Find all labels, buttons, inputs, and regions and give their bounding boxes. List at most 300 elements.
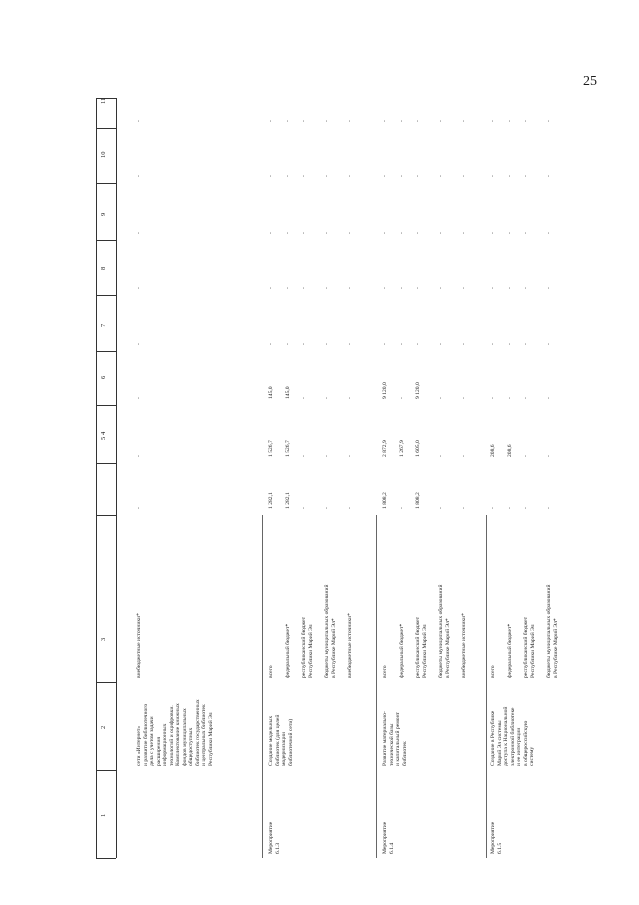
cell-value bbox=[438, 507, 445, 509]
cell-value-line: 208,6 bbox=[490, 444, 496, 457]
funding-source bbox=[415, 617, 428, 678]
cell-value-line: - bbox=[546, 455, 552, 457]
cell-value bbox=[382, 232, 389, 234]
measure-description-line: технической базы bbox=[388, 723, 395, 766]
funding-source-line: республиканский бюджет bbox=[415, 616, 421, 678]
measure-label bbox=[490, 822, 503, 854]
cell-value-line: - bbox=[301, 455, 307, 457]
cell-value bbox=[438, 287, 445, 289]
cell-value bbox=[285, 287, 292, 289]
measure-description bbox=[490, 707, 536, 766]
funding-source-line: в Республике Марий Эл* bbox=[552, 618, 559, 678]
cell-value bbox=[382, 175, 389, 177]
cell-value-line: - bbox=[136, 120, 142, 122]
column-header: 8 bbox=[100, 266, 107, 270]
cell-value-line: - bbox=[490, 343, 496, 345]
measure-description-line: библиотек (для целей bbox=[274, 714, 281, 766]
cell-value bbox=[347, 343, 354, 345]
cell-value-line: - bbox=[461, 232, 467, 234]
column-header: 10 bbox=[100, 151, 107, 158]
funding-source-line: Республики Марий Эл bbox=[307, 624, 314, 678]
funding-source-line: в Республике Марий Эл* bbox=[330, 618, 337, 678]
funding-source bbox=[507, 624, 514, 678]
funding-source-line: федеральный бюджет* bbox=[398, 623, 405, 678]
cell-value-line: 1 267,9 bbox=[398, 440, 405, 457]
cell-value-line: - bbox=[546, 397, 552, 399]
cell-value-line: - bbox=[284, 232, 291, 234]
measure-description-line: Республики Марий Эл bbox=[207, 712, 214, 766]
row-rule bbox=[96, 295, 116, 296]
funding-source bbox=[399, 624, 406, 678]
cell-value bbox=[415, 175, 422, 177]
cell-value-line: - bbox=[382, 232, 388, 234]
measure-description-line: в общероссийскую bbox=[522, 720, 529, 766]
cell-value-line: - bbox=[546, 232, 552, 234]
measure-description-line: технологий и оцифровки. bbox=[168, 705, 175, 766]
cell-value-line: - bbox=[506, 343, 513, 345]
cell-value-line: - bbox=[324, 175, 330, 177]
funding-source-line: внебюджетные источники* bbox=[461, 613, 467, 678]
cell-value bbox=[301, 397, 308, 399]
cell-value-line: - bbox=[347, 232, 353, 234]
cell-value bbox=[285, 492, 292, 509]
cell-value bbox=[461, 455, 468, 457]
cell-value-line: - bbox=[415, 120, 421, 122]
cell-value-line: - bbox=[506, 232, 513, 234]
measure-label-line: Мероприятие bbox=[382, 821, 388, 854]
cell-value bbox=[546, 287, 553, 289]
cell-value-line: - bbox=[398, 287, 405, 289]
cell-value bbox=[507, 507, 514, 509]
row-rule bbox=[96, 183, 116, 184]
cell-value-line: 1 808,2 bbox=[382, 492, 388, 509]
cell-value bbox=[523, 455, 530, 457]
cell-value-line: - bbox=[347, 120, 353, 122]
column-header: 3 bbox=[100, 637, 107, 641]
cell-value-line: - bbox=[490, 232, 496, 234]
cell-value-line: - bbox=[506, 175, 513, 177]
cell-value-line: - bbox=[268, 287, 274, 289]
measure-description-line: систему bbox=[529, 746, 535, 766]
cell-value-line: - bbox=[347, 455, 353, 457]
measure-description-line: Комплектование книжных bbox=[175, 703, 181, 766]
measure-description-line: и центральных библиотек bbox=[201, 704, 207, 766]
cell-value-line: - bbox=[136, 455, 142, 457]
cell-value bbox=[415, 120, 422, 122]
cell-value bbox=[399, 507, 406, 509]
cell-value-line: - bbox=[438, 455, 444, 457]
cell-value bbox=[438, 120, 445, 122]
cell-value bbox=[546, 507, 553, 509]
cell-value-line: - bbox=[268, 175, 274, 177]
cell-value-line: - bbox=[506, 397, 513, 399]
cell-value bbox=[490, 343, 497, 345]
measure-description-line: общедоступных bbox=[188, 727, 194, 766]
cell-value bbox=[382, 343, 389, 345]
cell-value-line: - bbox=[438, 232, 444, 234]
cell-value bbox=[268, 386, 275, 399]
cell-value-line: - bbox=[438, 287, 444, 289]
cell-value-line: - bbox=[523, 232, 529, 234]
cell-value-line: 145,0 bbox=[284, 386, 291, 399]
cell-value-line: - bbox=[438, 397, 444, 399]
column-header: 5 bbox=[100, 436, 107, 440]
cell-value-line: - bbox=[398, 343, 405, 345]
cell-value bbox=[301, 232, 308, 234]
cell-value bbox=[523, 175, 530, 177]
cell-value-line: - bbox=[347, 287, 353, 289]
funding-source-line: внебюджетные источники* bbox=[347, 613, 353, 678]
cell-value bbox=[382, 120, 389, 122]
funding-source-line: Республики Марий Эл bbox=[421, 624, 428, 678]
cell-value-line: - bbox=[382, 343, 388, 345]
cell-value bbox=[507, 232, 514, 234]
cell-value-line: - bbox=[136, 287, 142, 289]
cell-value bbox=[268, 232, 275, 234]
cell-value-line: - bbox=[438, 120, 444, 122]
row-separator bbox=[486, 515, 487, 858]
cell-value-line: - bbox=[301, 507, 307, 509]
cell-value-line: 2 872,9 bbox=[382, 440, 388, 457]
cell-value-line: - bbox=[324, 287, 330, 289]
cell-value bbox=[136, 120, 143, 122]
cell-value bbox=[285, 386, 292, 399]
funding-source bbox=[136, 613, 143, 678]
cell-value bbox=[324, 397, 331, 399]
cell-value bbox=[415, 382, 422, 399]
measure-description-line: электронной библиотеке bbox=[509, 707, 516, 766]
row-rule bbox=[96, 128, 116, 129]
cell-value-line: - bbox=[461, 507, 467, 509]
cell-value-line: - bbox=[461, 455, 467, 457]
funding-source-line: Республики Марий Эл bbox=[529, 624, 536, 678]
cell-value bbox=[461, 232, 468, 234]
cell-value bbox=[382, 287, 389, 289]
cell-value-line: - bbox=[324, 120, 330, 122]
measure-description bbox=[268, 715, 294, 766]
cell-value-line: - bbox=[268, 232, 274, 234]
cell-value-line: - bbox=[490, 287, 496, 289]
funding-source bbox=[461, 613, 468, 678]
cell-value-line: - bbox=[136, 397, 142, 399]
cell-value bbox=[490, 287, 497, 289]
cell-value bbox=[285, 440, 292, 457]
cell-value-line: - bbox=[324, 507, 330, 509]
measure-label bbox=[268, 822, 281, 854]
funding-source bbox=[268, 665, 275, 678]
cell-value-line: - bbox=[382, 120, 388, 122]
column-header: 4 bbox=[100, 431, 107, 435]
cell-value-line: - bbox=[136, 343, 142, 345]
measure-description-line: сети «Интернет» bbox=[136, 725, 142, 766]
cell-value-line: - bbox=[523, 397, 529, 399]
cell-value bbox=[347, 397, 354, 399]
cell-value-line: - bbox=[382, 287, 388, 289]
cell-value-line: - bbox=[415, 287, 421, 289]
cell-value-line: - bbox=[301, 287, 307, 289]
row-rule bbox=[96, 405, 116, 406]
cell-value bbox=[507, 175, 514, 177]
funding-source-line: республиканский бюджет bbox=[301, 616, 307, 678]
cell-value-line: - bbox=[461, 343, 467, 345]
measure-label bbox=[382, 822, 395, 854]
cell-value-line: 1 526,7 bbox=[268, 440, 274, 457]
cell-value-line: - bbox=[284, 287, 291, 289]
measure-description-line: информационных bbox=[162, 723, 168, 766]
cell-value-line: - bbox=[461, 175, 467, 177]
measure-description-line: и ее интеграции bbox=[516, 727, 522, 766]
column-rule bbox=[96, 98, 97, 858]
cell-value-line: - bbox=[506, 120, 513, 122]
cell-value-line: - bbox=[415, 232, 421, 234]
cell-value bbox=[546, 397, 553, 399]
measure-description-line: расширения bbox=[155, 737, 162, 766]
cell-value bbox=[301, 455, 308, 457]
cell-value bbox=[382, 492, 389, 509]
cell-value-line: - bbox=[546, 175, 552, 177]
cell-value bbox=[136, 455, 143, 457]
cell-value-line: - bbox=[490, 120, 496, 122]
cell-value bbox=[415, 343, 422, 345]
funding-source bbox=[301, 617, 314, 678]
cell-value-line: - bbox=[301, 120, 307, 122]
funding-source bbox=[490, 665, 497, 678]
cell-value bbox=[268, 440, 275, 457]
cell-value-line: - bbox=[284, 120, 291, 122]
cell-value-line: - bbox=[398, 397, 405, 399]
cell-value bbox=[382, 382, 389, 399]
cell-value-line: - bbox=[438, 343, 444, 345]
cell-value bbox=[324, 120, 331, 122]
cell-value bbox=[461, 287, 468, 289]
cell-value-line: - bbox=[398, 232, 405, 234]
cell-value bbox=[546, 232, 553, 234]
cell-value bbox=[324, 343, 331, 345]
cell-value bbox=[523, 120, 530, 122]
measure-description bbox=[136, 699, 214, 766]
cell-value bbox=[382, 440, 389, 457]
cell-value-line: - bbox=[136, 175, 142, 177]
cell-value bbox=[461, 343, 468, 345]
cell-value bbox=[415, 287, 422, 289]
cell-value bbox=[136, 287, 143, 289]
cell-value bbox=[438, 175, 445, 177]
measure-label-line: 6.1.5 bbox=[496, 842, 503, 854]
cell-value bbox=[136, 507, 143, 509]
cell-value bbox=[546, 455, 553, 457]
column-rule bbox=[116, 98, 117, 858]
cell-value bbox=[347, 287, 354, 289]
cell-value bbox=[507, 444, 514, 457]
cell-value-line: 1 605,0 bbox=[415, 440, 421, 457]
cell-value bbox=[523, 397, 530, 399]
cell-value-line: 1 808,2 bbox=[415, 492, 421, 509]
cell-value bbox=[268, 175, 275, 177]
measure-description-line: фондов муниципальных bbox=[181, 708, 188, 766]
cell-value bbox=[399, 232, 406, 234]
measure-description-line: Марий Эл системы bbox=[496, 720, 503, 766]
funding-source-line: внебюджетные источники* bbox=[136, 613, 142, 678]
row-separator bbox=[376, 515, 377, 858]
cell-value bbox=[136, 343, 143, 345]
cell-value bbox=[546, 343, 553, 345]
cell-value-line: - bbox=[347, 397, 353, 399]
funding-source-line: федеральный бюджет* bbox=[506, 623, 513, 678]
cell-value-line: - bbox=[301, 397, 307, 399]
cell-value bbox=[324, 507, 331, 509]
cell-value-line: - bbox=[347, 507, 353, 509]
cell-value-line: - bbox=[324, 397, 330, 399]
funding-source-line: бюджеты муниципальных образований bbox=[438, 584, 444, 678]
cell-value bbox=[285, 120, 292, 122]
cell-value bbox=[507, 120, 514, 122]
cell-value bbox=[347, 120, 354, 122]
cell-value-line: 9 120,0 bbox=[415, 382, 421, 399]
row-rule bbox=[96, 351, 116, 352]
cell-value-line: - bbox=[136, 232, 142, 234]
row-rule bbox=[96, 770, 116, 771]
funding-source-line: бюджеты муниципальных образований bbox=[546, 584, 552, 678]
cell-value bbox=[523, 507, 530, 509]
cell-value-line: - bbox=[523, 120, 529, 122]
cell-value bbox=[301, 175, 308, 177]
cell-value-line: - bbox=[268, 120, 274, 122]
cell-value bbox=[268, 343, 275, 345]
cell-value bbox=[285, 175, 292, 177]
funding-source bbox=[285, 624, 292, 678]
cell-value-line: - bbox=[546, 507, 552, 509]
cell-value-line: 1 282,1 bbox=[284, 492, 291, 509]
cell-value bbox=[301, 507, 308, 509]
cell-value bbox=[507, 343, 514, 345]
measure-description-line: модернизации bbox=[281, 732, 287, 766]
cell-value-line: - bbox=[324, 455, 330, 457]
cell-value bbox=[399, 120, 406, 122]
cell-value-line: - bbox=[324, 232, 330, 234]
funding-source bbox=[347, 613, 354, 678]
cell-value-line: - bbox=[523, 455, 529, 457]
row-rule bbox=[96, 240, 116, 241]
cell-value-line: - bbox=[382, 175, 388, 177]
cell-value-line: - bbox=[301, 343, 307, 345]
funding-source bbox=[438, 584, 451, 678]
funding-source bbox=[546, 584, 559, 678]
cell-value bbox=[301, 343, 308, 345]
cell-value-line: - bbox=[398, 507, 405, 509]
column-header: 7 bbox=[100, 323, 107, 327]
row-rule bbox=[96, 463, 116, 464]
cell-value-line: - bbox=[506, 287, 513, 289]
measure-label-line: Мероприятие bbox=[268, 821, 274, 854]
column-header: 9 bbox=[100, 212, 107, 216]
cell-value-line: - bbox=[461, 120, 467, 122]
funding-source-line: в Республике Марий Эл* bbox=[444, 618, 451, 678]
cell-value-line: - bbox=[398, 120, 405, 122]
cell-value-line: - bbox=[324, 343, 330, 345]
cell-value bbox=[415, 440, 422, 457]
cell-value bbox=[136, 397, 143, 399]
cell-value bbox=[438, 397, 445, 399]
cell-value-line: 208,6 bbox=[506, 444, 513, 457]
cell-value bbox=[461, 397, 468, 399]
cell-value bbox=[324, 455, 331, 457]
cell-value-line: - bbox=[284, 175, 291, 177]
measure-description-line: и капитальный ремонт bbox=[395, 711, 401, 766]
measure-description bbox=[382, 711, 408, 766]
funding-source-line: всего bbox=[490, 665, 496, 678]
funding-source-line: республиканский бюджет bbox=[523, 616, 529, 678]
cell-value-line: - bbox=[523, 175, 529, 177]
cell-value bbox=[399, 440, 406, 457]
row-rule bbox=[96, 858, 116, 859]
cell-value-line: - bbox=[301, 175, 307, 177]
cell-value bbox=[301, 120, 308, 122]
cell-value-line: - bbox=[490, 397, 496, 399]
cell-value-line: - bbox=[347, 343, 353, 345]
column-header: 1 bbox=[100, 813, 107, 817]
measure-label-line: 6.1.4 bbox=[388, 842, 395, 854]
cell-value bbox=[268, 492, 275, 509]
column-header: 6 bbox=[100, 375, 107, 379]
column-header: 11 bbox=[100, 97, 107, 104]
cell-value-line: - bbox=[546, 343, 552, 345]
cell-value-line: - bbox=[506, 507, 513, 509]
cell-value-line: - bbox=[415, 175, 421, 177]
measure-description-line: Развитие материально- bbox=[382, 711, 388, 766]
cell-value bbox=[438, 232, 445, 234]
cell-value bbox=[546, 120, 553, 122]
cell-value-line: - bbox=[268, 343, 274, 345]
cell-value-line: - bbox=[398, 175, 405, 177]
cell-value-line: - bbox=[136, 507, 142, 509]
column-header: 2 bbox=[100, 725, 107, 729]
cell-value bbox=[136, 175, 143, 177]
cell-value-line: 145,0 bbox=[268, 386, 274, 399]
funding-source-line: бюджеты муниципальных образований bbox=[324, 584, 330, 678]
cell-value bbox=[523, 287, 530, 289]
cell-value-line: - bbox=[490, 507, 496, 509]
cell-value-line: - bbox=[490, 175, 496, 177]
cell-value bbox=[347, 232, 354, 234]
funding-source bbox=[523, 617, 536, 678]
cell-value bbox=[490, 232, 497, 234]
cell-value-line: - bbox=[415, 343, 421, 345]
cell-value bbox=[415, 232, 422, 234]
cell-value bbox=[507, 397, 514, 399]
cell-value bbox=[399, 343, 406, 345]
cell-value bbox=[523, 343, 530, 345]
row-separator bbox=[262, 515, 263, 858]
cell-value bbox=[490, 507, 497, 509]
cell-value bbox=[324, 287, 331, 289]
cell-value-line: 1 526,7 bbox=[284, 440, 291, 457]
cell-value-line: - bbox=[523, 343, 529, 345]
measure-description-line: Создание в Республике bbox=[490, 710, 496, 766]
cell-value-line: - bbox=[284, 343, 291, 345]
funding-source bbox=[324, 584, 337, 678]
cell-value bbox=[347, 455, 354, 457]
cell-value-line: - bbox=[461, 397, 467, 399]
cell-value bbox=[285, 343, 292, 345]
measure-label-line: 6.1.3 bbox=[274, 842, 281, 854]
cell-value-line: - bbox=[438, 175, 444, 177]
cell-value bbox=[285, 232, 292, 234]
cell-value bbox=[399, 397, 406, 399]
measure-description-line: библиотек государственных bbox=[194, 699, 201, 766]
cell-value bbox=[347, 175, 354, 177]
cell-value bbox=[268, 287, 275, 289]
cell-value-line: 1 282,1 bbox=[268, 492, 274, 509]
